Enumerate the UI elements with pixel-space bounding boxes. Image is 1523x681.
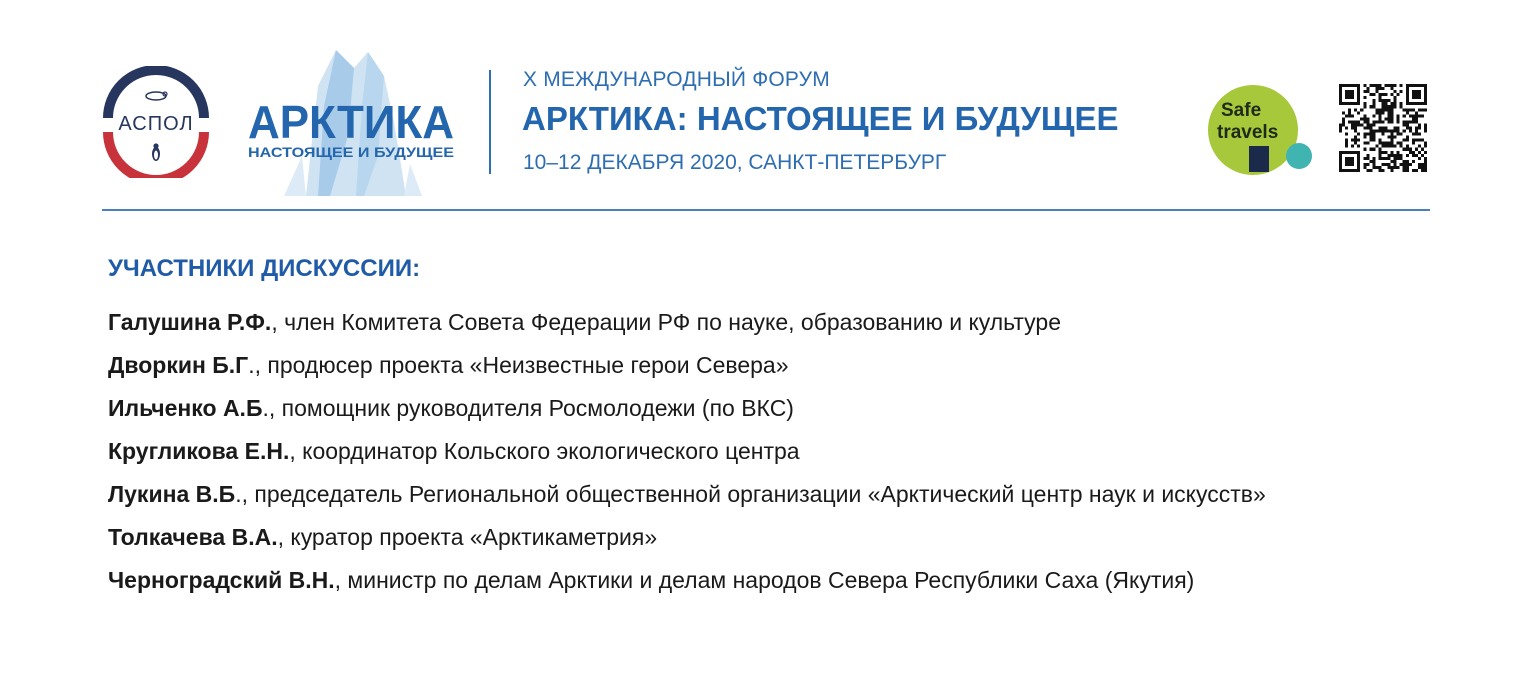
- aspol-logo-text: АСПОЛ: [118, 113, 194, 135]
- participants-list: [108, 305, 1398, 606]
- participant-item: [108, 305, 1398, 339]
- safe-travels-line1: Safe: [1221, 100, 1262, 121]
- forum-title: АРКТИКА: НАСТОЯЩЕЕ И БУДУЩЕЕ: [522, 100, 1119, 137]
- header: [0, 0, 1523, 212]
- arktika-logo-title: АРКТИКА: [248, 96, 454, 148]
- forum-subtitle: X МЕЖДУНАРОДНЫЙ ФОРУМ: [523, 68, 830, 91]
- participant-item: [108, 520, 1398, 554]
- participant-name: Лукина В.Б: [108, 481, 236, 507]
- section-title: УЧАСТНИКИ ДИСКУССИИ:: [108, 255, 421, 282]
- participant-role: ., продюсер проекта «Неизвестные герои Севера»: [248, 352, 789, 378]
- arktika-logo: [244, 46, 459, 196]
- participant-item: [108, 477, 1398, 511]
- participant-name: Ильченко А.Б: [108, 395, 263, 421]
- vertical-divider: [489, 70, 491, 174]
- penguin-icon: [152, 143, 160, 161]
- participant-name: Дворкин Б.Г: [108, 352, 249, 378]
- arktika-logo-subtitle: НАСТОЯЩЕЕ И БУДУЩЕЕ: [248, 145, 454, 160]
- participant-name: Кругликова Е.Н.: [108, 438, 290, 464]
- horizontal-rule: [102, 209, 1430, 211]
- qr-code-icon: [1339, 84, 1427, 172]
- polar-bear-icon: [146, 92, 167, 100]
- participant-item: [108, 563, 1398, 597]
- participant-role: , член Комитета Совета Федерации РФ по науке, образованию и культуре: [271, 309, 1061, 335]
- participant-role: , куратор проекта «Арктикаметрия»: [277, 524, 658, 550]
- participant-role: , министр по делам Арктики и делам народов Севера Республики Саха (Якутия): [334, 567, 1195, 593]
- participant-item: [108, 348, 1398, 382]
- participant-role: ., председатель Региональной общественной организации «Арктический центр наук и искусств»: [235, 481, 1266, 507]
- participant-name: Толкачева В.А.: [108, 524, 278, 550]
- participant-item: [108, 391, 1398, 425]
- participant-name: Черноградский В.Н.: [108, 567, 335, 593]
- participant-name: Галушина Р.Ф.: [108, 309, 272, 335]
- aspol-logo: [100, 66, 212, 178]
- forum-date: 10–12 ДЕКАБРЯ 2020, САНКТ-ПЕТЕРБУРГ: [523, 151, 947, 174]
- partner-logo-icon: [1286, 143, 1312, 169]
- wttc-logo-icon: [1249, 146, 1269, 172]
- participant-role: , координатор Кольского экологического центра: [289, 438, 800, 464]
- participant-item: [108, 434, 1398, 468]
- safe-travels-line2: travels: [1217, 122, 1279, 143]
- safe-travels-badge: [1207, 84, 1317, 176]
- participant-role: ., помощник руководителя Росмолодежи (по ВКС): [262, 395, 794, 421]
